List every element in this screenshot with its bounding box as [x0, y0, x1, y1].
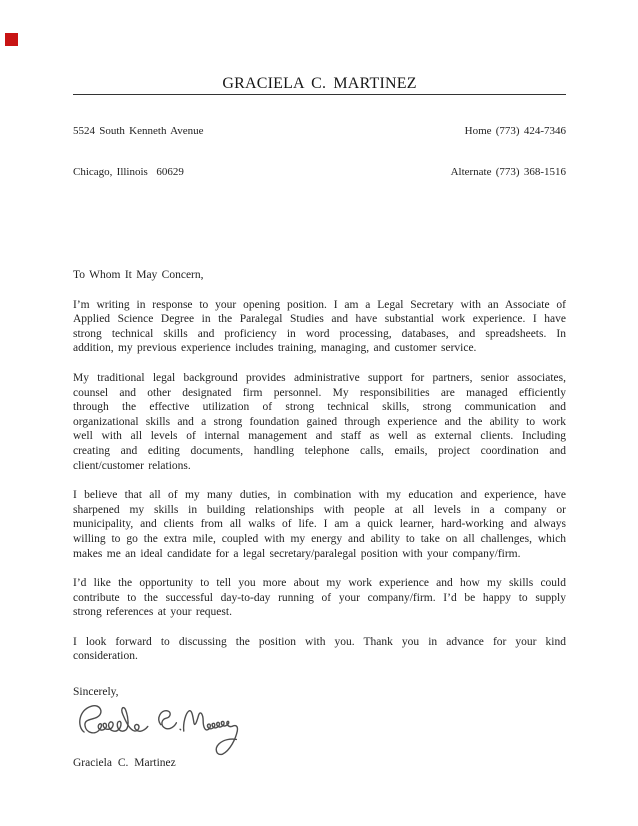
letter-line: strong technical skills and proficiency in word processing, databases, and spreadsheets. In	[73, 327, 566, 340]
signature-last-name-stroke	[184, 710, 238, 754]
closing-sincerely: Sincerely,	[73, 686, 119, 699]
letter-line: through the effective utilization of strong technical skills, strong communication and	[73, 401, 566, 414]
letterhead-divider	[73, 94, 566, 95]
letter-body	[0, 206, 638, 770]
letter-paragraph	[73, 488, 566, 561]
letter-line: I’d like the opportunity to tell you more about my work experience and how my skills could	[73, 577, 566, 590]
letterhead-phones	[451, 98, 566, 206]
letter-line: consideration.	[73, 650, 138, 663]
letterhead-contact	[73, 98, 566, 206]
letterhead-address	[73, 98, 203, 206]
letter-line: contribute to the successful day-to-day running of your company/firm. I’d be happy to supply	[73, 591, 566, 604]
letter-line: addition, my previous experience includes training, managing, and customer service.	[73, 342, 477, 355]
letter-line: I believe that all of my many duties, in combination with my education and experience, have	[73, 489, 566, 502]
letter-line: creating and editing documents, handling telephone calls, emails, project coordination and	[73, 444, 566, 457]
letter-paragraph	[73, 576, 566, 620]
letter-line: I’m writing in response to your opening position. I am a Legal Secretary with an Associate of	[73, 298, 566, 311]
letter-line: client/customer relations.	[73, 459, 191, 472]
letter-paragraphs	[73, 298, 566, 664]
signature-block	[73, 700, 566, 756]
letter-line: My traditional legal background provides administrative support for partners, senior associates,	[73, 371, 566, 384]
letter-paragraph	[73, 298, 566, 356]
letterhead	[0, 0, 638, 206]
letter-paragraph	[73, 371, 566, 473]
signature-initial-stroke	[159, 710, 177, 728]
address-line-2: Chicago, Illinois 60629	[73, 165, 184, 178]
signature-image	[73, 696, 253, 768]
signature-typed-name: Graciela C. Martinez	[73, 756, 176, 769]
letter-line: organizational skills and a strong foundation gained through experience and the ability to work	[73, 415, 566, 428]
letter-line: makes me an ideal candidate for a legal secretary/paralegal position with your company/firm.	[73, 547, 521, 560]
letter-line: willing to go the extra mile, coupled with my energy and ability to take on all challenges, which	[73, 532, 566, 545]
letter-line: sharpened my skills in building relationships with people at all levels in a company or	[73, 503, 566, 516]
signature-first-name-stroke	[80, 705, 148, 732]
signature-initial-dot	[180, 729, 181, 730]
letter-paragraph	[73, 635, 566, 664]
phone-home: Home (773) 424-7346	[464, 125, 566, 137]
letter-line: strong references at your request.	[73, 606, 232, 619]
letter-line: counsel and other designated firm personnel. My responsibilities are managed efficiently	[73, 386, 566, 399]
letter-line: municipality, and clients from all walks of life. I am a quick learner, hard-working and always	[73, 518, 566, 531]
salutation: To Whom It May Concern,	[73, 269, 204, 281]
address-line-1: 5524 South Kenneth Avenue	[73, 125, 204, 137]
letterhead-name: GRACIELA C. MARTINEZ	[222, 75, 417, 92]
letter-line: I look forward to discussing the position with you. Thank you in advance for your kind	[73, 635, 566, 648]
phone-alternate: Alternate (773) 368-1516	[450, 165, 566, 178]
letter-line: well with all levels of internal management and staff as well as external clients. Including	[73, 430, 566, 443]
red-mark	[5, 33, 18, 46]
letter-line: Applied Science Degree in the Paralegal Studies and have substantial work experience. I have	[73, 313, 566, 326]
